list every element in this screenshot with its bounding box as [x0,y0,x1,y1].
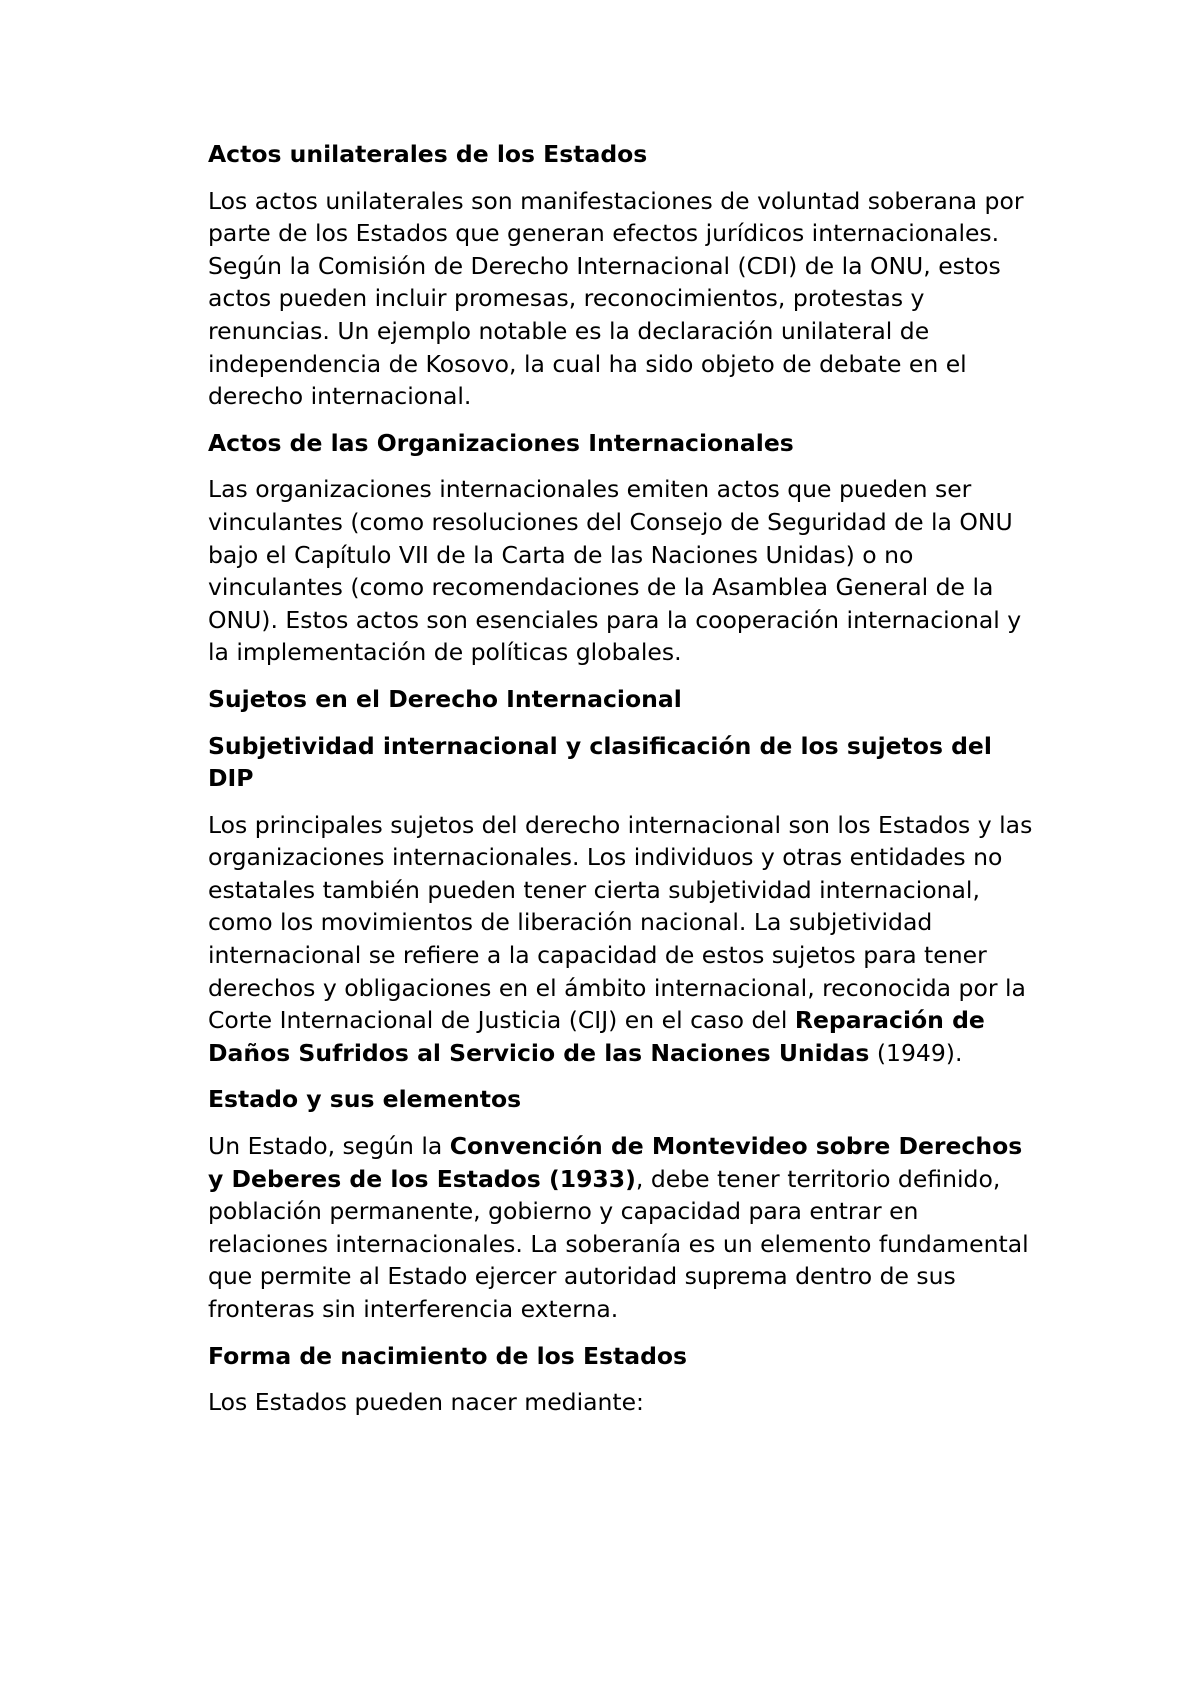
paragraph-nacimiento-estados: Los Estados pueden nacer mediante: [208,1388,644,1417]
heading-estado-elementos: Estado y sus elementos [208,1085,522,1114]
paragraph-actos-organizaciones: Las organizaciones internacionales emiten actos que pueden ser vinculantes (como resoluciones del Consejo de Seguridad de la ONU bajo el Capítulo VII de la Carta de las Naciones Unidas) o no vinculantes (como recomendaciones de la Asamblea General de la ONU). Estos actos son esenciales para la cooperación internacional y la implementación de políticas globales. [208,475,1022,667]
heading-actos-unilaterales: Actos unilaterales de los Estados [208,140,648,168]
heading-sujetos: Sujetos en el Derecho Internacional [208,684,682,713]
heading-nacimiento-estados: Forma de nacimiento de los Estados [208,1341,688,1370]
paragraph-subjetividad [208,809,1038,1070]
paragraph-text: Los principales sujetos del derecho internacional son los Estados y las organizaciones internacionales. Los individuos y otras entidades no estatales también pueden tener cierta subjetividad internacional, como los movimientos de liberación nacional. La subjetividad internacional se refiere a la capacidad de estos sujetos para tener derechos y obligaciones en el ámbito internacional, reconocida por la Corte Internacional de Justicia (CIJ) en el caso del [208,810,1033,1035]
heading-subjetividad: Subjetividad internacional y clasificación de los sujetos del DIP [208,731,992,793]
paragraph-estado-elementos [208,1130,1038,1326]
paragraph-tail: (1949). [869,1038,963,1067]
paragraph-actos-unilaterales: Los actos unilaterales son manifestaciones de voluntad soberana por parte de los Estados que generan efectos jurídicos internacionales. Según la Comisión de Derecho Internacional (CDI) de la ONU, estos actos pueden incluir promesas, reconocimientos, protestas y renuncias. Un ejemplo notable es la declaración unilateral de independencia de Kosovo, la cual ha sido objeto de debate en el derecho internacional. [208,186,1024,411]
paragraph-text: Un Estado, según la [208,1132,450,1161]
document-body [208,138,1038,1433]
heading-actos-organizaciones: Actos de las Organizaciones Internacionales [208,428,794,457]
convention-name-bold: Convención de Montevideo sobre Derechos y Deberes de los Estados (1933) [208,1132,1023,1193]
case-name-bold: Reparación de Daños Sufridos al Servicio de las Naciones Unidas [208,1006,985,1067]
paragraph-tail: , debe tener territorio definido, población permanente, gobierno y capacidad para entrar en relaciones internacionales. La soberanía es un elemento fundamental que permite al Estado ejercer autoridad suprema dentro de sus fronteras sin interferencia externa. [208,1164,1029,1323]
